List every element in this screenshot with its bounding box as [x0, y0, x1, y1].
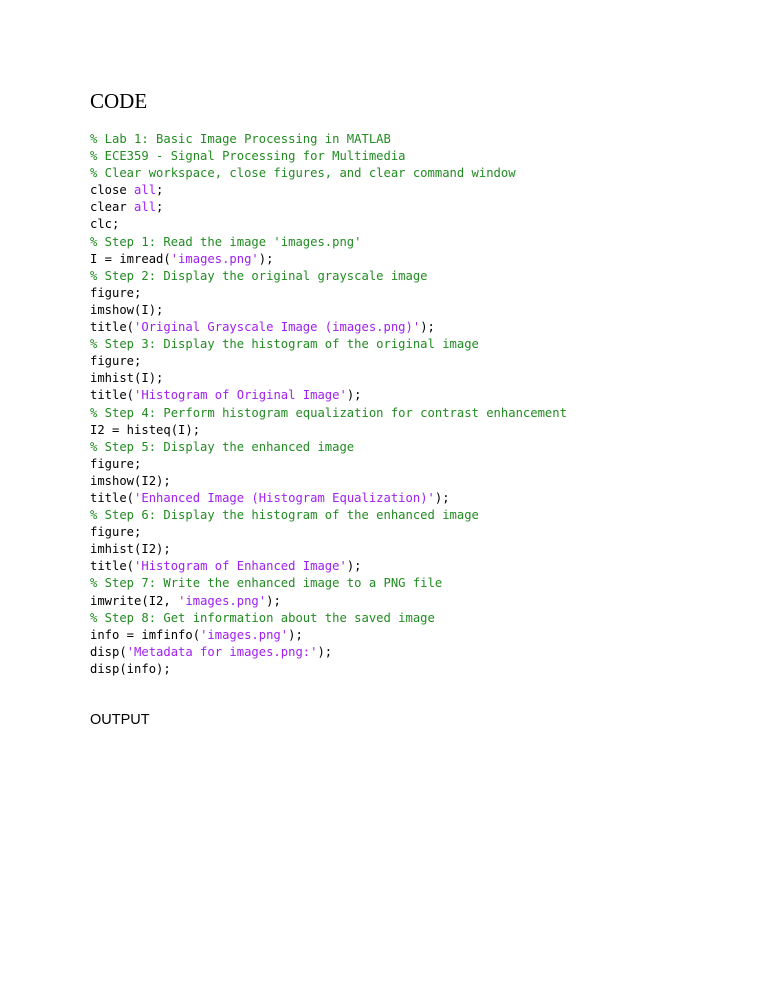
code-line — [90, 370, 567, 387]
code-text: I = imread( — [90, 251, 171, 266]
code-text: clear — [90, 200, 135, 215]
code-text: ); — [258, 251, 274, 266]
code-text: ); — [420, 320, 435, 335]
code-line — [90, 473, 567, 490]
code-line — [90, 661, 567, 678]
code-comment: % Step 8: Get information about the saved image — [90, 610, 435, 625]
output-heading: OUTPUT — [90, 712, 150, 728]
code-text: I2 = histeq(I); — [90, 422, 201, 437]
code-comment: % Step 5: Display the enhanced image — [90, 439, 355, 454]
code-text: close — [90, 183, 135, 198]
code-line — [90, 131, 567, 148]
code-text: title( — [90, 490, 135, 505]
code-string: 'images.png' — [178, 593, 267, 608]
code-text: imshow(I); — [90, 302, 164, 317]
code-line — [90, 439, 567, 456]
code-text: ); — [317, 644, 333, 659]
code-line — [90, 165, 567, 182]
code-comment: % Step 1: Read the image 'images.png' — [90, 234, 362, 249]
code-text: clc; — [90, 217, 120, 232]
code-text: figure; — [90, 285, 142, 300]
code-line — [90, 285, 567, 302]
code-comment: % Lab 1: Basic Image Processing in MATLAB — [90, 132, 391, 146]
code-text: title( — [90, 559, 135, 574]
code-line — [90, 456, 567, 473]
code-line — [90, 507, 567, 524]
code-line — [90, 575, 567, 592]
code-string: 'Histogram of Enhanced Image' — [134, 559, 347, 574]
code-line — [90, 644, 567, 661]
code-text: figure; — [90, 354, 142, 369]
code-text: imhist(I); — [90, 371, 164, 386]
code-text: figure; — [90, 456, 142, 471]
code-string: 'images.png' — [200, 627, 289, 642]
code-string: 'Enhanced Image (Histogram Equalization)' — [134, 490, 435, 505]
code-keyword: all — [134, 183, 157, 198]
code-line — [90, 216, 567, 233]
code-line — [90, 593, 567, 610]
code-text: ; — [156, 200, 164, 215]
code-line — [90, 353, 567, 370]
code-text: ; — [156, 183, 164, 198]
code-text: disp(info); — [90, 661, 171, 676]
code-line — [90, 405, 567, 422]
code-comment: % ECE359 - Signal Processing for Multimedia — [90, 149, 406, 164]
code-text: ); — [346, 388, 362, 403]
code-line — [90, 490, 567, 507]
code-line — [90, 319, 567, 336]
code-text: ); — [288, 627, 303, 642]
code-text: disp( — [90, 644, 127, 659]
code-comment: % Step 6: Display the histogram of the enhanced image — [90, 508, 479, 523]
code-comment: % Step 4: Perform histogram equalization for contrast enhancement — [90, 405, 567, 420]
code-string: 'Original Grayscale Image (images.png)' — [134, 320, 421, 335]
code-line — [90, 558, 567, 575]
code-line — [90, 268, 567, 285]
code-text: info = imfinfo( — [90, 627, 201, 642]
code-text: ); — [266, 593, 281, 608]
code-line — [90, 182, 567, 199]
code-line — [90, 541, 567, 558]
code-comment: % Step 7: Write the enhanced image to a PNG file — [90, 576, 443, 591]
code-string: 'images.png' — [170, 251, 259, 266]
code-comment: % Step 2: Display the original grayscale image — [90, 268, 428, 283]
code-text: imshow(I2); — [90, 473, 171, 488]
code-heading: CODE — [90, 89, 148, 113]
code-line — [90, 387, 567, 404]
code-text: ); — [434, 490, 450, 505]
code-line — [90, 251, 567, 268]
code-comment: % Clear workspace, close figures, and clear command window — [90, 166, 516, 181]
code-text: title( — [90, 320, 135, 335]
code-line — [90, 336, 567, 353]
code-text: title( — [90, 388, 135, 403]
code-string: 'Histogram of Original Image' — [134, 388, 347, 403]
code-keyword: all — [134, 200, 157, 215]
code-line — [90, 234, 567, 251]
code-line — [90, 610, 567, 627]
code-text: imhist(I2); — [90, 542, 171, 557]
code-string: 'Metadata for images.png:' — [126, 644, 318, 659]
code-line — [90, 422, 567, 439]
code-text: ); — [346, 559, 362, 574]
code-line — [90, 524, 567, 541]
code-line — [90, 302, 567, 319]
code-comment: % Step 3: Display the histogram of the original image — [90, 337, 479, 352]
code-text: figure; — [90, 525, 142, 540]
code-line — [90, 148, 567, 165]
code-line — [90, 199, 567, 216]
code-line — [90, 627, 567, 644]
code-text: imwrite(I2, — [90, 593, 179, 608]
code-listing — [90, 131, 567, 678]
